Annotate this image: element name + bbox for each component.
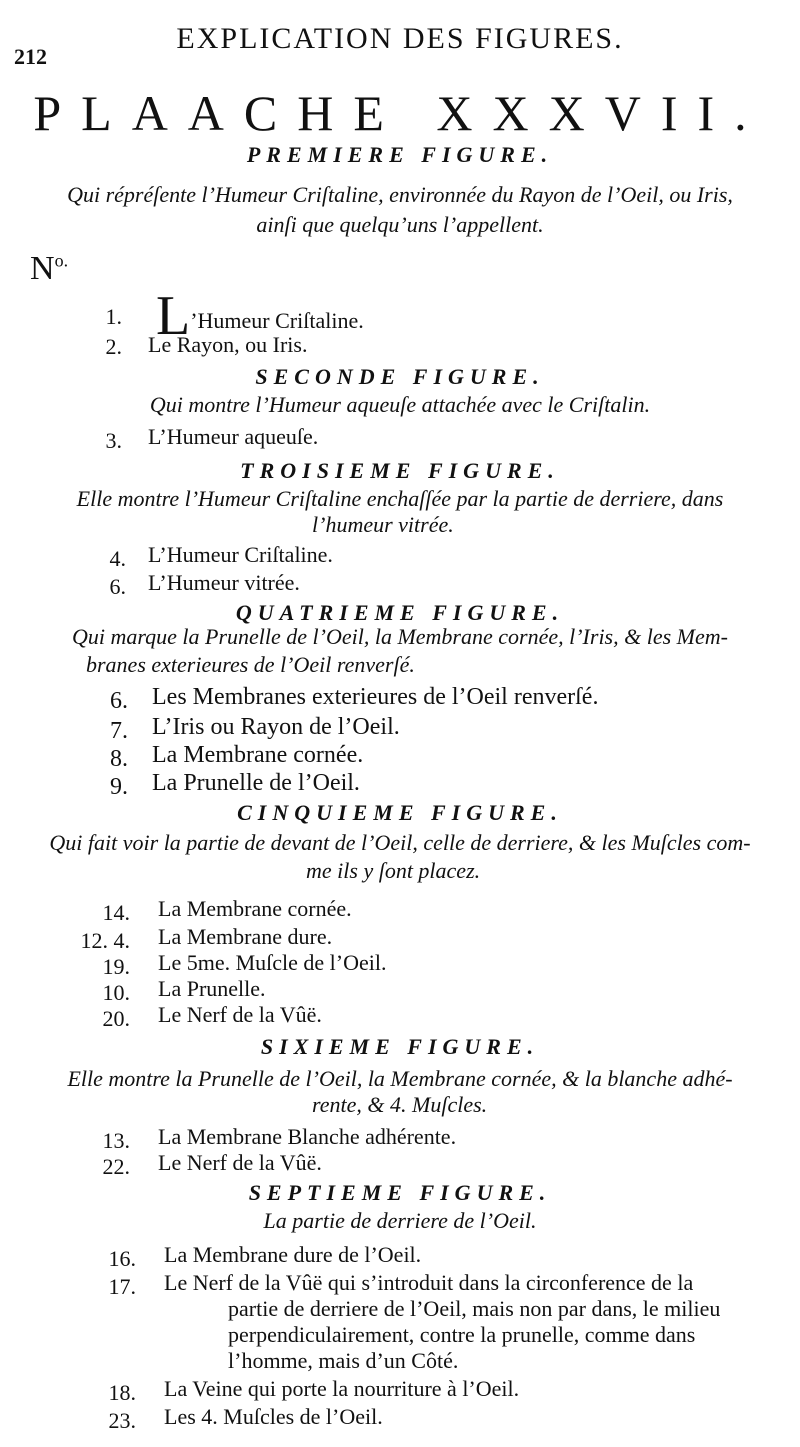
figure-7-caption-line-1: La partie de derriere de l’Oeil.	[263, 1208, 537, 1233]
running-head: EXPLICATION DES FIGURES.	[176, 22, 624, 55]
figure-4-title: QUATRIEME FIGURE.	[235, 600, 565, 625]
continuation-line: l’homme, mais d’un Côté.	[228, 1348, 459, 1373]
figure-1-title: PREMIERE FIGURE.	[246, 142, 554, 167]
continuation-line: partie de derriere de l’Oeil, mais non par dans, le milieu	[228, 1296, 721, 1321]
figure-6-caption-line-2: rente, & 4. Muſcles.	[312, 1092, 488, 1117]
numero-label: $N^{o.}$	[30, 250, 69, 287]
figure-5-caption-line-2: me ils y ſont placez.	[306, 858, 481, 883]
figure-1-caption-line-1: Qui répréſente l’Humeur Criſtaline, environnée du Rayon de l’Oeil, ou Iris,	[67, 182, 733, 207]
drop-cap: L	[156, 285, 191, 347]
continuation-line: perpendiculairement, contre la prunelle, comme dans	[228, 1322, 696, 1347]
figure-7-title: SEPTIEME FIGURE.	[248, 1180, 552, 1205]
figure-6-title: SIXIEME FIGURE.	[260, 1034, 540, 1059]
figure-5-title: CINQUIEME FIGURE.	[237, 800, 563, 825]
figure-1-caption-line-2: ainſi que quelqu’uns l’appellent.	[256, 212, 544, 237]
figure-4-caption-line-2: branes exterieures de l’Oeil renverſé.	[86, 652, 415, 677]
plate-title: PLAACHE XXXVII.	[33, 85, 767, 141]
figure-6-caption-line-1: Elle montre la Prunelle de l’Oeil, la Membrane cornée, & la blanche adhé-	[67, 1066, 733, 1091]
figure-3-caption-line-2: l’humeur vitrée.	[312, 512, 454, 537]
figure-2-caption-line-1: Qui montre l’Humeur aqueuſe attachée avec le Criſtalin.	[149, 392, 651, 417]
book-page: 212 EXPLICATION DES FIGURES. PLAACHE XXXVII. PREMIERE FIGURE. Qui répréſente l’Humeur Criſtaline, environnée du Rayon de l’Oeil, ou Iris, ainſi que quelqu’uns l’appellent. $N^{o.}$ 1. L’Humeur Criſtaline. 2. Le Rayon, ou Iris. SECONDE FIGURE. Qui montre l’Humeur aqueuſe attachée avec le Criſtalin. 3. L’Humeur aqueuſe. TROISIEME FIGURE. Elle montre l’Humeur Criſtaline enchaſſée par la partie de derriere, dans l’humeur vitrée. 4. L’Humeur Criſtaline. 6. L’Humeur vitrée. QUATRIEME FIGURE. Qui marque la Prunelle de l’Oeil, la Membrane cornée, l’Iris, & les Mem- branes exterieures de l’Oeil renverſé. 6. Les Membranes exterieures de l’Oeil renverſé. 7. L’Iris ou Rayon de l’Oeil. 8. La Membrane cornée. 9. La Prunelle de l’Oeil. CINQUIEME FIGURE. Qui fait voir la partie de devant de l’Oeil, celle de derriere, & les Muſcles com- me ils y ſont placez. 14. La Membrane cornée. 12. 4. La Membrane dure. 19. Le 5me. Muſcle de l’Oeil. 10. La Prunelle. 20. Le Nerf de la Vûë. SIXIEME FIGURE. Elle montre la Prunelle de l’Oeil, la Membrane cornée, & la blanche adhé- rente, & 4. Muſcles. 13. La Membrane Blanche adhérente. 22. Le Nerf de la Vûë. SEPTIEME FIGURE. La partie de derriere de l’Oeil. 16. La Membrane dure de l’Oeil. 17. Le Nerf de la Vûë qui s’introduit dans la circonference de la partie de derriere de l’Oeil, mais non par dans, le milieu perpendiculairement, contre la prunelle, comme dans l’homme, mais d’un Côté. 18. La Veine qui porte la nourriture à l’Oeil. 23. Les 4. Muſcles de l’Oeil.	[0, 0, 800, 1447]
page-number: 212	[14, 44, 47, 69]
figure-3-title: TROISIEME FIGURE.	[240, 458, 560, 483]
figure-4-caption-line-1: Qui marque la Prunelle de l’Oeil, la Membrane cornée, l’Iris, & les Mem-	[72, 624, 728, 649]
figure-5-caption-line-1: Qui fait voir la partie de devant de l’Oeil, celle de derriere, & les Muſcles com-	[49, 830, 751, 855]
figure-3-caption-line-1: Elle montre l’Humeur Criſtaline enchaſſée par la partie de derriere, dans	[76, 486, 724, 511]
figure-2-title: SECONDE FIGURE.	[255, 364, 545, 389]
